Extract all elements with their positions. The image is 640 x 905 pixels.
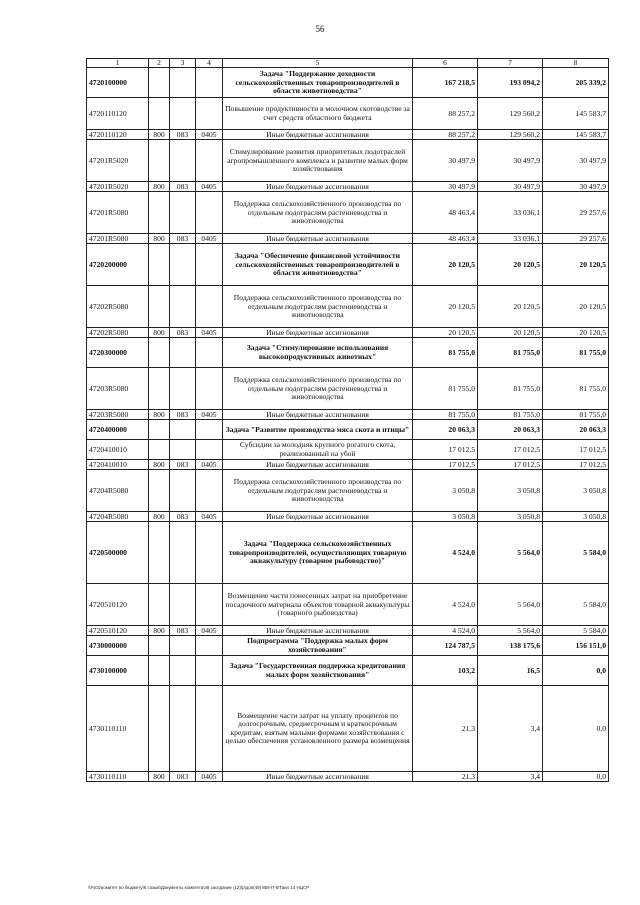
cell-v6: 17 012,5 [413,440,478,460]
cell-v6: 20 120,5 [413,328,478,338]
cell-c4 [196,338,223,368]
cell-c3 [170,636,196,656]
cell-v6: 81 755,0 [413,410,478,420]
table-row [87,420,609,440]
table-row [87,656,609,686]
cell-name: Иные бюджетные ассигнования [223,772,413,782]
cell-v8: 145 583,7 [543,130,609,140]
cell-c2 [149,420,170,440]
cell-c4 [196,98,223,130]
cell-c4 [196,68,223,98]
cell-v7: 3 050,8 [478,470,543,512]
table-row [87,636,609,656]
cell-v8: 20 120,5 [543,286,609,328]
cell-c4: 0405 [196,772,223,782]
cell-v8: 81 755,0 [543,410,609,420]
cell-code: 4720110120 [87,98,149,130]
column-number-row [87,59,609,68]
cell-v7: 5 564,0 [478,626,543,636]
cell-v8: 5 584,0 [543,584,609,626]
table-row [87,440,609,460]
cell-v6: 4 524,0 [413,522,478,584]
cell-c3 [170,440,196,460]
cell-c4: 0405 [196,182,223,192]
table-row [87,772,609,782]
cell-v6: 81 755,0 [413,338,478,368]
cell-name: Иные бюджетные ассигнования [223,130,413,140]
column-number: 4 [196,59,223,68]
cell-c3 [170,68,196,98]
cell-v8: 17 012,5 [543,440,609,460]
cell-v7: 193 094,2 [478,68,543,98]
cell-name: Повышение продуктивности в молочном скотоводстве за счет средств областного бюджета [223,98,413,130]
cell-v6: 17 012,5 [413,460,478,470]
cell-c4 [196,244,223,286]
cell-c2: 800 [149,234,170,244]
cell-name: Задача "Поддержка сельскохозяйственных товаропроизводителей, осуществляющих товарную аквакультуру (товарное рыбоводство)" [223,522,413,584]
cell-c4 [196,636,223,656]
cell-v7: 81 755,0 [478,410,543,420]
cell-v8: 0,0 [543,656,609,686]
cell-code: 4730100000 [87,656,149,686]
cell-c3 [170,656,196,686]
cell-c4 [196,686,223,772]
cell-code: 4720500000 [87,522,149,584]
cell-code: 4720100000 [87,68,149,98]
cell-code: 4720400000 [87,420,149,440]
cell-code: 47201R5020 [87,140,149,182]
cell-v8: 20 063,3 [543,420,609,440]
cell-name: Стимулирование развития приоритетных подотраслей агропромышленного комплекса и развитие малых форм хозяйствования [223,140,413,182]
cell-c3: 083 [170,772,196,782]
cell-v8: 5 584,0 [543,626,609,636]
cell-c3: 083 [170,130,196,140]
cell-code: 47202R5080 [87,286,149,328]
cell-c2 [149,522,170,584]
cell-code: 4730110110 [87,772,149,782]
cell-c2 [149,636,170,656]
cell-v6: 20 120,5 [413,244,478,286]
cell-v7: 81 755,0 [478,368,543,410]
cell-c2: 800 [149,512,170,522]
column-number: 8 [543,59,609,68]
cell-name: Иные бюджетные ассигнования [223,234,413,244]
cell-v6: 20 063,3 [413,420,478,440]
cell-code: 4730000000 [87,636,149,656]
cell-v6: 21,3 [413,686,478,772]
cell-c2: 800 [149,772,170,782]
cell-v7: 129 560,2 [478,130,543,140]
cell-c3 [170,522,196,584]
cell-v6: 3 050,8 [413,512,478,522]
cell-v6: 48 463,4 [413,234,478,244]
table-row [87,68,609,98]
table-row [87,460,609,470]
column-number: 2 [149,59,170,68]
cell-v7: 20 120,5 [478,286,543,328]
table-row [87,368,609,410]
cell-v7: 30 497,9 [478,140,543,182]
cell-v6: 88 257,2 [413,98,478,130]
cell-code: 4720510120 [87,626,149,636]
cell-name: Поддержка сельскохозяйственного производства по отдельным подотраслям растениеводства и животноводства [223,192,413,234]
cell-c4 [196,420,223,440]
cell-c2 [149,338,170,368]
cell-code: 4720410010 [87,460,149,470]
cell-c3 [170,368,196,410]
page-number: 56 [315,24,325,34]
column-number: 3 [170,59,196,68]
table-row [87,328,609,338]
table-row [87,584,609,626]
cell-v6: 124 787,5 [413,636,478,656]
cell-name: Иные бюджетные ассигнования [223,626,413,636]
cell-code: 47204R5080 [87,512,149,522]
cell-v7: 33 036,1 [478,234,543,244]
cell-v8: 0,0 [543,686,609,772]
table-row [87,522,609,584]
cell-v6: 4 524,0 [413,584,478,626]
cell-c3 [170,584,196,626]
cell-c2 [149,192,170,234]
cell-v6: 30 497,9 [413,182,478,192]
cell-v8: 30 497,9 [543,182,609,192]
cell-name: Поддержка сельскохозяйственного производства по отдельным подотраслям растениеводства и животноводства [223,368,413,410]
cell-code: 47201R5080 [87,192,149,234]
cell-v8: 29 257,6 [543,192,609,234]
cell-v7: 30 497,9 [478,182,543,192]
cell-v6: 81 755,0 [413,368,478,410]
table-row [87,130,609,140]
cell-v6: 167 218,5 [413,68,478,98]
cell-v6: 4 524,0 [413,626,478,636]
cell-name: Поддержка сельскохозяйственного производства по отдельным подотраслям растениеводства и животноводства [223,470,413,512]
cell-v6: 103,2 [413,656,478,686]
cell-c3 [170,470,196,512]
cell-v7: 3,4 [478,772,543,782]
cell-c2: 800 [149,130,170,140]
cell-v7: 17 012,5 [478,460,543,470]
cell-c2 [149,584,170,626]
cell-v8: 20 120,5 [543,244,609,286]
cell-c2: 800 [149,328,170,338]
cell-v7: 5 564,0 [478,522,543,584]
cell-c4: 0405 [196,460,223,470]
cell-v7: 5 564,0 [478,584,543,626]
table-row [87,470,609,512]
cell-v8: 20 120,5 [543,328,609,338]
cell-name: Иные бюджетные ассигнования [223,328,413,338]
cell-v6: 20 120,5 [413,286,478,328]
cell-c2 [149,68,170,98]
cell-c3: 083 [170,410,196,420]
cell-c4: 0405 [196,410,223,420]
cell-v6: 30 497,9 [413,140,478,182]
cell-v8: 145 583,7 [543,98,609,130]
cell-v8: 3 050,8 [543,470,609,512]
cell-v8: 5 584,0 [543,522,609,584]
table-row [87,234,609,244]
cell-v7: 20 120,5 [478,328,543,338]
cell-v7: 3 050,8 [478,512,543,522]
cell-c3 [170,192,196,234]
cell-v8: 0,0 [543,772,609,782]
cell-v8: 81 755,0 [543,338,609,368]
cell-c4: 0405 [196,626,223,636]
table-row [87,140,609,182]
column-number: 7 [478,59,543,68]
cell-v8: 29 257,6 [543,234,609,244]
table-row [87,182,609,192]
cell-name: Поддержка сельскохозяйственного производства по отдельным подотраслям растениеводства и животноводства [223,286,413,328]
cell-v7: 3,4 [478,686,543,772]
cell-c4 [196,192,223,234]
cell-v8: 30 497,9 [543,140,609,182]
cell-c4 [196,470,223,512]
cell-code: 4720410010 [87,440,149,460]
cell-v8: 17 012,5 [543,460,609,470]
file-path-footer: \\Fs01\комитет по бюджету\6 созыв\Документы комитета\49 заседание (12)\р\доп(49) 856-П-6\Таил 14 НЦСР [88,885,310,890]
cell-v7: 20 063,3 [478,420,543,440]
cell-c2 [149,686,170,772]
cell-code: 47204R5080 [87,470,149,512]
cell-name: Возмещение части понесенных затрат на приобретение посадочного материала объектов товарной аквакультуры (товарного рыбоводства) [223,584,413,626]
table-row [87,244,609,286]
table-row [87,686,609,772]
cell-name: Иные бюджетные ассигнования [223,460,413,470]
table-row [87,410,609,420]
cell-c2: 800 [149,460,170,470]
cell-v7: 81 755,0 [478,338,543,368]
table-row [87,338,609,368]
cell-c2: 800 [149,410,170,420]
cell-code: 4720510120 [87,584,149,626]
cell-c2: 800 [149,182,170,192]
cell-code: 47202R5080 [87,328,149,338]
cell-c2 [149,244,170,286]
cell-c4 [196,440,223,460]
cell-c3 [170,286,196,328]
table-row [87,98,609,130]
cell-v8: 156 151,0 [543,636,609,656]
column-number: 5 [223,59,413,68]
cell-code: 4730110110 [87,686,149,772]
cell-name: Субсидии за молодняк крупного рогатого скота, реализованный на убой [223,440,413,460]
cell-c3: 083 [170,626,196,636]
cell-c4 [196,656,223,686]
cell-v7: 129 560,2 [478,98,543,130]
cell-code: 47203R5080 [87,410,149,420]
cell-name: Задача "Обеспечение финансовой устойчивости сельскохозяйственных товаропроизводителей в области животноводства" [223,244,413,286]
cell-c3 [170,98,196,130]
cell-c3: 083 [170,512,196,522]
cell-v7: 138 175,6 [478,636,543,656]
cell-code: 47201R5080 [87,234,149,244]
cell-name: Иные бюджетные ассигнования [223,410,413,420]
cell-code: 47203R5080 [87,368,149,410]
cell-c4: 0405 [196,328,223,338]
table-row [87,512,609,522]
cell-code: 4720300000 [87,338,149,368]
cell-c4 [196,584,223,626]
cell-v7: 16,5 [478,656,543,686]
column-number: 6 [413,59,478,68]
cell-v7: 20 120,5 [478,244,543,286]
table-row [87,286,609,328]
cell-name: Подпрограмма "Поддержка малых форм хозяйствования" [223,636,413,656]
cell-c2 [149,440,170,460]
cell-name: Задача "Поддержание доходности сельскохозяйственных товаропроизводителей в области животноводства" [223,68,413,98]
cell-c3 [170,338,196,368]
cell-code: 4720200000 [87,244,149,286]
cell-c2 [149,368,170,410]
cell-c2 [149,140,170,182]
cell-c3: 083 [170,328,196,338]
cell-c3 [170,420,196,440]
cell-c3: 083 [170,234,196,244]
cell-c3 [170,140,196,182]
cell-c3 [170,686,196,772]
cell-c2 [149,656,170,686]
cell-name: Задача "Стимулирование использования высокопродуктивных животных" [223,338,413,368]
cell-v8: 81 755,0 [543,368,609,410]
cell-v8: 3 050,8 [543,512,609,522]
cell-name: Иные бюджетные ассигнования [223,182,413,192]
cell-c4: 0405 [196,234,223,244]
cell-v6: 21,3 [413,772,478,782]
cell-c2 [149,286,170,328]
cell-name: Задача "Развитие производства мяса скота и птицы" [223,420,413,440]
cell-v6: 48 463,4 [413,192,478,234]
cell-c2 [149,98,170,130]
cell-c3: 083 [170,460,196,470]
cell-v8: 205 339,2 [543,68,609,98]
cell-code: 4720110120 [87,130,149,140]
cell-v7: 17 012,5 [478,440,543,460]
cell-c3 [170,244,196,286]
cell-c4 [196,140,223,182]
budget-table [86,58,609,782]
cell-c4: 0405 [196,130,223,140]
cell-c4: 0405 [196,512,223,522]
cell-c4 [196,522,223,584]
cell-code: 47201R5020 [87,182,149,192]
cell-c4 [196,286,223,328]
cell-name: Задача "Государственная поддержка кредитования малых форм хозяйствования" [223,656,413,686]
cell-name: Иные бюджетные ассигнования [223,512,413,522]
cell-c4 [196,368,223,410]
column-number: 1 [87,59,149,68]
cell-v6: 3 050,8 [413,470,478,512]
cell-c3: 083 [170,182,196,192]
cell-v7: 33 036,1 [478,192,543,234]
cell-name: Возмещение части затрат на уплату процентов по долгосрочным, среднесрочным и краткосрочным кредитам, взятым малыми формами хозяйствования с целью обеспечения установленного размера возмещения [223,686,413,772]
cell-c2: 800 [149,626,170,636]
table-row [87,626,609,636]
cell-v6: 88 257,2 [413,130,478,140]
table-row [87,192,609,234]
cell-c2 [149,470,170,512]
